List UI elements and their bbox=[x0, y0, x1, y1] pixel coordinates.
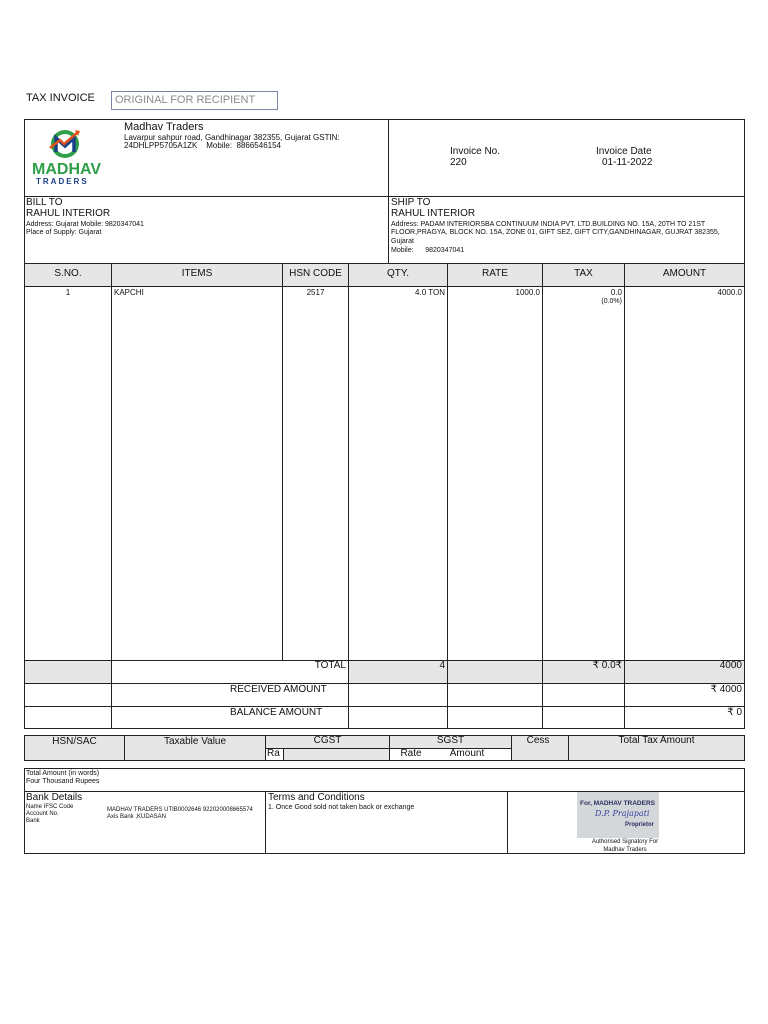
terms-heading: Terms and Conditions bbox=[268, 792, 365, 803]
logo-text-bottom: TRADERS bbox=[36, 177, 89, 186]
row-hsn: 2517 bbox=[306, 288, 325, 297]
company-gstin-mobile: 24DHLPP5705A1ZK Mobile: 8866546154 bbox=[124, 141, 281, 150]
total-label: TOTAL bbox=[314, 660, 346, 671]
tax-sgst: SGST bbox=[436, 735, 465, 746]
row-item: KAPCHI bbox=[114, 288, 144, 297]
row-tax: 0.0 bbox=[610, 288, 622, 297]
ship-to-name: RAHUL INTERIOR bbox=[391, 208, 476, 219]
tax-total: Total Tax Amount bbox=[618, 735, 695, 746]
tax-cgst: CGST bbox=[313, 735, 342, 746]
bank-label-2: Account No. bbox=[26, 811, 59, 817]
stamp-line-1: For, MADHAV TRADERS bbox=[580, 800, 655, 807]
company-stamp bbox=[577, 792, 659, 838]
bill-to-address: Address: Gujarat Mobile: 9820347041 bbox=[26, 221, 144, 228]
tax-sgst-rate: Rate bbox=[400, 748, 422, 759]
row-amount: 4000.0 bbox=[717, 288, 742, 297]
row-tax-pct: (0.0%) bbox=[601, 298, 622, 305]
row-rate: 1000.0 bbox=[515, 288, 540, 297]
total-amount: 4000 bbox=[719, 660, 742, 671]
amount-words-value: Four Thousand Rupees bbox=[26, 778, 100, 785]
ship-to-address-3: Gujarat bbox=[391, 238, 414, 245]
terms-item-1: 1. Once Good sold not taken back or exchange bbox=[268, 804, 415, 811]
col-header-items: ITEMS bbox=[181, 268, 213, 279]
stamp-signature: D.P. Prajapati bbox=[595, 809, 650, 818]
received-label: RECEIVED AMOUNT bbox=[230, 684, 327, 695]
total-qty: 4 bbox=[439, 660, 445, 671]
bank-label-3: Bank bbox=[26, 818, 40, 824]
col-header-sno: S.NO. bbox=[54, 268, 82, 279]
bill-to-heading: BILL TO bbox=[26, 197, 63, 208]
total-tax: ₹ 0.0₹ bbox=[592, 660, 622, 671]
row-qty: 4.0 TON bbox=[415, 288, 445, 297]
authorised-signatory-label: Authorised Signatory For bbox=[591, 839, 659, 845]
tax-taxable-value: Taxable Value bbox=[163, 736, 227, 747]
row-sno: 1 bbox=[65, 288, 71, 297]
company-name: Madhav Traders bbox=[124, 121, 204, 133]
amount-words-label: Total Amount (in words) bbox=[26, 770, 100, 777]
ship-to-address-2: FLOOR,PRAGYA, BLOCK NO. 15A, ZONE 01, GIFT SEZ, GIFT CITY,GANDHINAGAR, GUJRAT 382355, bbox=[391, 229, 720, 236]
bill-to-place: Place of Supply: Gujarat bbox=[26, 229, 102, 236]
col-header-amount: AMOUNT bbox=[662, 268, 707, 279]
tax-cgst-rate: Ra bbox=[267, 748, 280, 759]
invoice-no: 220 bbox=[450, 157, 467, 168]
invoice-date-label: Invoice Date bbox=[596, 146, 652, 157]
ship-to-mobile: Mobile: 9820347041 bbox=[391, 247, 465, 254]
bank-label-1: Name IFSC Code bbox=[26, 804, 74, 810]
received-value: ₹ 4000 bbox=[710, 684, 742, 695]
invoice-title: TAX INVOICE bbox=[26, 92, 95, 104]
bank-details-heading: Bank Details bbox=[26, 792, 83, 803]
bill-to-name: RAHUL INTERIOR bbox=[26, 208, 111, 219]
ship-to-address-1: Address: PADAM INTERIORSBA CONTINUUM INDIA PVT. LTD.BUILDING NO. 15A, 20TH TO 21ST bbox=[391, 221, 706, 228]
copy-label-box: ORIGINAL FOR RECIPIENT bbox=[111, 91, 278, 110]
col-header-tax: TAX bbox=[574, 268, 593, 279]
balance-label: BALANCE AMOUNT bbox=[230, 707, 323, 718]
bank-value-1: MADHAV TRADERS UTIB0002646 922020008665574 bbox=[107, 807, 253, 813]
stamp-line-2: Proprietor bbox=[625, 822, 655, 828]
ship-to-heading: SHIP TO bbox=[391, 197, 431, 208]
madhav-logo bbox=[30, 126, 100, 190]
balance-value: ₹ 0 bbox=[727, 707, 742, 718]
logo-text-top: MADHAV bbox=[32, 161, 102, 178]
tax-hsn-sac: HSN/SAC bbox=[52, 736, 97, 747]
col-header-qty: QTY. bbox=[386, 268, 410, 279]
company-address: Lavarpur sahpur road, Gandhinagar 382355, Gujarat GSTIN: bbox=[124, 133, 340, 142]
bank-value-2: Axis Bank ,KUDASAN bbox=[107, 814, 167, 820]
col-header-hsn: HSN CODE bbox=[289, 268, 342, 279]
col-header-rate: RATE bbox=[482, 268, 508, 279]
authorised-signatory-company: Madhav Traders bbox=[603, 847, 647, 853]
invoice-date: 01-11-2022 bbox=[602, 157, 653, 168]
tax-sgst-amount: Amount bbox=[449, 748, 485, 759]
invoice-no-label: Invoice No. bbox=[450, 146, 501, 157]
tax-cess: Cess bbox=[526, 735, 550, 746]
